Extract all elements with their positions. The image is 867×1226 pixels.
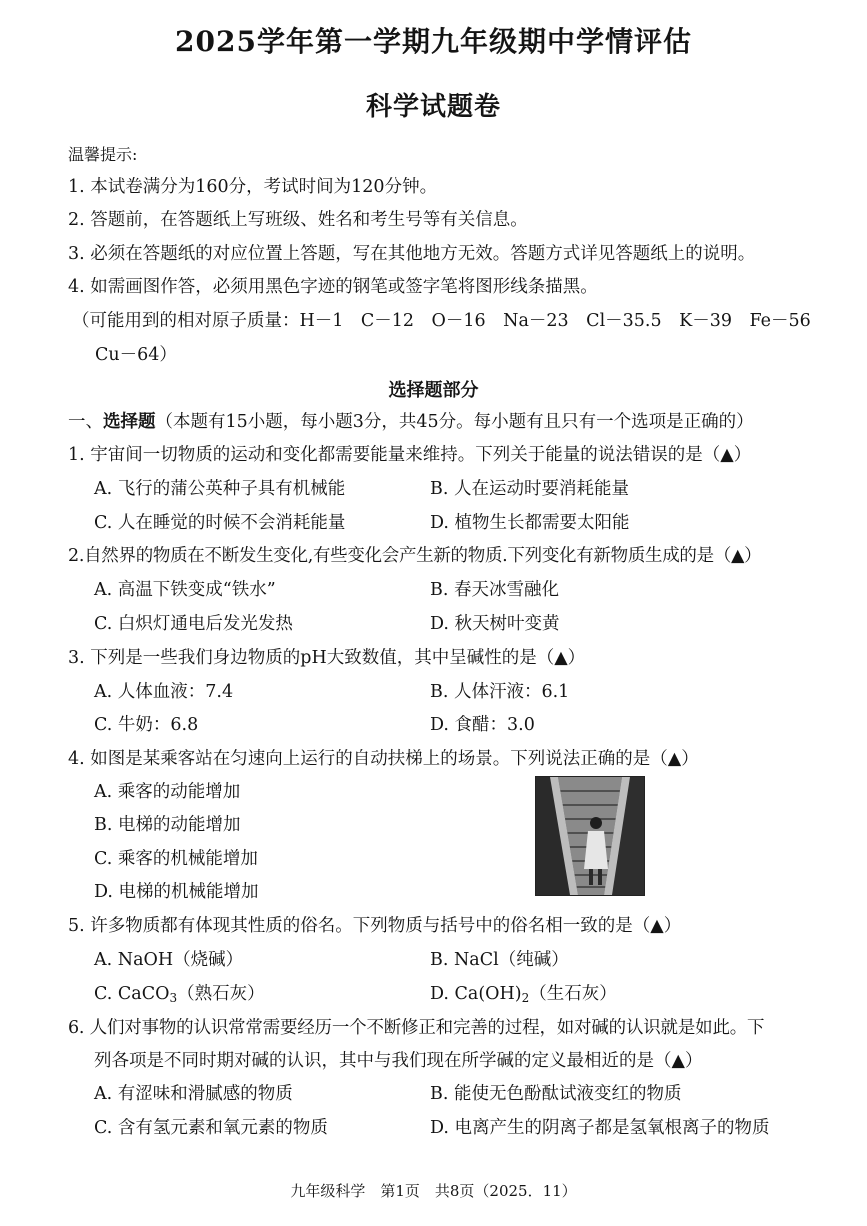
option-c xyxy=(94,982,265,1010)
escalator-photo xyxy=(535,776,645,896)
option-b: B. 电梯的动能增加 xyxy=(94,815,241,835)
exam-title: 2025学年第一学期九年级期中学情评估 xyxy=(175,25,692,58)
question-stem: 1. 宇宙间一切物质的运动和变化都需要能量来维持。下列关于能量的说法错误的是（▲） xyxy=(68,445,752,465)
section-heading xyxy=(68,410,754,434)
question-stem: 4. 如图是某乘客站在匀速向上运行的自动扶梯上的场景。下列说法正确的是（▲） xyxy=(68,749,699,769)
option-b: B. NaCl（纯碱） xyxy=(430,950,569,970)
option-b: B. 春天冰雪融化 xyxy=(430,580,559,600)
option-c: C. 牛奶：6.8 xyxy=(94,715,199,735)
option-a: A. 人体血液：7.4 xyxy=(94,682,234,702)
option-b: B. 人体汗液：6.1 xyxy=(430,682,570,702)
section-instructions: （本题有15小题，每小题3分，共45分。每小题有且只有一个选项是正确的） xyxy=(155,412,754,432)
question-stem: 2.自然界的物质在不断发生变化,有些变化会产生新的物质.下列变化有新物质生成的是（▲） xyxy=(68,546,762,566)
option-d: D. 电离产生的阴离子都是氢氧根离子的物质 xyxy=(430,1118,770,1138)
exam-subtitle: 科学试题卷 xyxy=(365,92,501,122)
section-number: 一、 xyxy=(68,412,103,432)
option-d: D. 电梯的机械能增加 xyxy=(94,882,259,902)
option-d: D. 植物生长都需要太阳能 xyxy=(430,513,630,533)
option-a: A. 飞行的蒲公英种子具有机械能 xyxy=(94,479,346,499)
option-d-formula: D. Ca(OH) xyxy=(430,984,522,1004)
question-stem-continued: 列各项是不同时期对碱的认识，其中与我们现在所学碱的定义最相近的是（▲） xyxy=(94,1051,703,1071)
tip-item: 4. 如需画图作答，必须用黑色字迹的钢笔或签字笔将图形线条描黑。 xyxy=(68,277,598,297)
option-c: C. 含有氢元素和氧元素的物质 xyxy=(94,1118,328,1138)
option-c-common-name: （熟石灰） xyxy=(177,984,265,1004)
option-c: C. 白炽灯通电后发光发热 xyxy=(94,614,293,634)
option-c: C. 人在睡觉的时候不会消耗能量 xyxy=(94,513,346,533)
option-b: B. 人在运动时要消耗能量 xyxy=(430,479,629,499)
question-stem: 3. 下列是一些我们身边物质的pH大致数值，其中呈碱性的是（▲） xyxy=(68,648,586,668)
atomic-mass-line: （可能用到的相对原子质量：H－1 C－12 O－16 Na－23 Cl－35.5 K－39 Fe－56 xyxy=(72,311,811,331)
option-d: D. 秋天树叶变黄 xyxy=(430,614,560,634)
question-stem: 5. 许多物质都有体现其性质的俗名。下列物质与括号中的俗名相一致的是（▲） xyxy=(68,916,682,936)
option-b: B. 能使无色酚酞试液变红的物质 xyxy=(430,1084,682,1104)
tip-item: 3. 必须在答题纸的对应位置上答题，写在其他地方无效。答题方式详见答题纸上的说明。 xyxy=(68,244,756,264)
option-a: A. NaOH（烧碱） xyxy=(94,950,244,970)
option-d xyxy=(430,982,617,1010)
option-c-subscript: 3 xyxy=(169,991,178,1005)
option-a: A. 高温下铁变成“铁水” xyxy=(94,580,276,600)
option-c: C. 乘客的机械能增加 xyxy=(94,849,258,869)
option-d-subscript: 2 xyxy=(521,991,530,1005)
tip-item: 1. 本试卷满分为160分，考试时间为120分钟。 xyxy=(68,177,438,197)
question-stem: 6. 人们对事物的认识常常需要经历一个不断修正和完善的过程，如对碱的认识就是如此。下 xyxy=(68,1018,765,1038)
escalator-illustration xyxy=(536,777,644,895)
page-footer: 九年级科学 第1页 共8页（2025．11） xyxy=(290,1182,577,1200)
option-d: D. 食醋：3.0 xyxy=(430,715,535,735)
atomic-mass-line: Cu－64） xyxy=(95,345,177,365)
tips-heading: 温馨提示: xyxy=(68,145,138,164)
section-label: 选择题 xyxy=(103,412,156,432)
tip-item: 2. 答题前，在答题纸上写班级、姓名和考生号等有关信息。 xyxy=(68,210,528,230)
part-title: 选择题部分 xyxy=(388,380,479,401)
option-a: A. 乘客的动能增加 xyxy=(94,782,241,802)
option-a: A. 有涩味和滑腻感的物质 xyxy=(94,1084,293,1104)
option-c-formula: C. CaCO xyxy=(94,984,170,1004)
option-d-common-name: （生石灰） xyxy=(529,984,617,1004)
